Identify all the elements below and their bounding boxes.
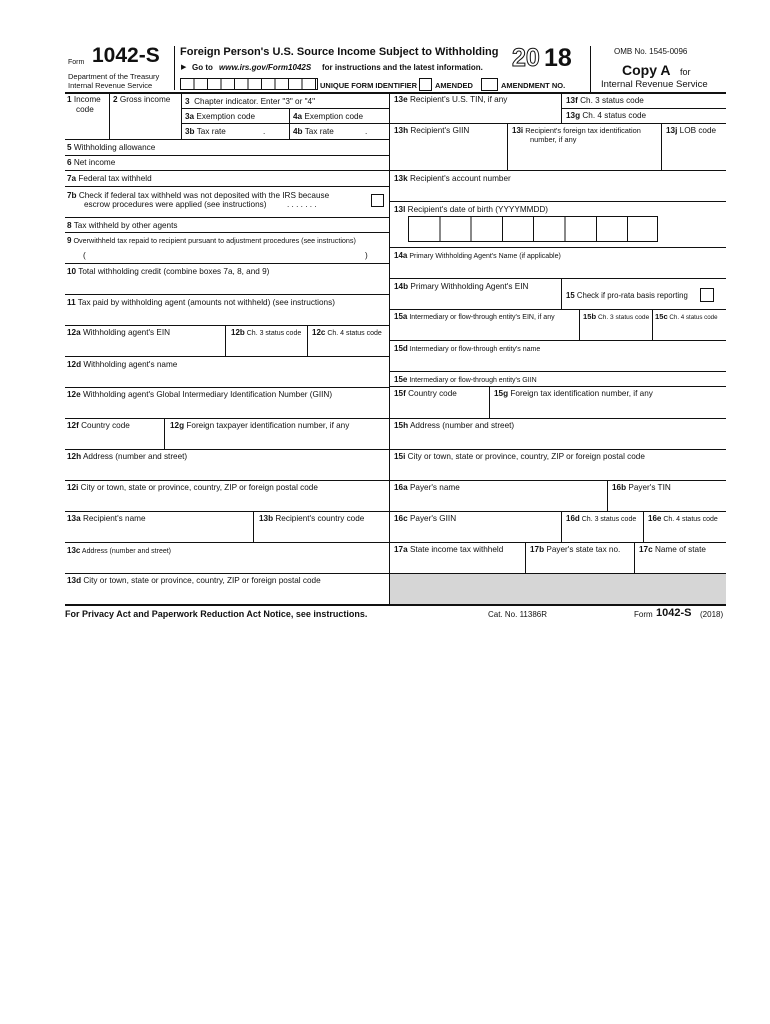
year-outline: 20 <box>512 44 540 72</box>
box11-label: 11 Tax paid by withholding agent (amounts not withheld) (see instructions) <box>67 298 335 307</box>
box13a-label: 13a Recipient's name <box>67 514 146 523</box>
box9-label: 9 Overwithheld tax repaid to recipient pursuant to adjustment procedures (see instructions) <box>67 236 356 245</box>
box13k-label: 13k Recipient's account number <box>394 174 511 183</box>
box13g-label: 13g Ch. 4 status code <box>566 111 647 120</box>
box15-label: 15 Check if pro-rata basis reporting <box>566 291 688 300</box>
box4b-label: 4b Tax rate <box>293 127 334 136</box>
amendment-no-box[interactable] <box>481 78 498 91</box>
amendment-no-label: AMENDMENT NO. <box>501 81 566 90</box>
box5-label: 5 Withholding allowance <box>67 143 156 152</box>
box12e-label: 12e Withholding agent's Global Intermediary Identification Number (GIIN) <box>67 390 333 399</box>
box15h-label: 15h Address (number and street) <box>394 421 515 430</box>
copy-for-irs: Internal Revenue Service <box>601 79 708 90</box>
catalog-number: Cat. No. 11386R <box>488 610 547 619</box>
box17b-label: 17b Payer's state tax no. <box>530 545 621 554</box>
box7a-label: 7a Federal tax withheld <box>67 174 152 183</box>
box7b-checkbox[interactable] <box>371 194 384 207</box>
box12c-label: 12c Ch. 4 status code <box>312 328 382 337</box>
box3b-dot: . <box>263 127 266 136</box>
box14a-label: 14a Primary Withholding Agent's Name (if applicable) <box>394 251 561 260</box>
box4a-label: 4a Exemption code <box>293 112 364 121</box>
box1-label: 1 Income <box>67 95 101 104</box>
box7b-label-line2: escrow procedures were applied (see instructions) <box>84 200 267 209</box>
box13e-label: 13e Recipient's U.S. TIN, if any <box>394 95 508 104</box>
form-number: 1042-S <box>92 44 160 67</box>
box8-label: 8 Tax withheld by other agents <box>67 221 178 230</box>
dept-irs: Internal Revenue Service <box>68 81 153 90</box>
box16a-label: 16a Payer's name <box>394 483 460 492</box>
box4b-dot: . <box>365 127 368 136</box>
goto-url[interactable]: www.irs.gov/Form1042S <box>219 63 312 72</box>
box16d-label: 16d Ch. 3 status code <box>566 514 637 523</box>
box12f-label: 12f Country code <box>67 421 130 430</box>
box3a-label: 3a Exemption code <box>185 112 256 121</box>
box16e-label: 16e Ch. 4 status code <box>648 514 718 523</box>
box16b-label: 16b Payer's TIN <box>612 483 671 492</box>
shaded-unused-area <box>390 574 726 604</box>
box13i-label: 13i Recipient's foreign tax identification <box>512 126 641 135</box>
goto-arrow: ▶ <box>181 64 187 71</box>
box14b-label: 14b Primary Withholding Agent's EIN <box>394 282 529 291</box>
unique-form-identifier-boxes[interactable] <box>180 78 318 90</box>
box13j-label: 13j LOB code <box>666 126 717 135</box>
footer-year: (2018) <box>700 610 724 619</box>
year-bold: 18 <box>544 44 572 72</box>
box12h-label: 12h Address (number and street) <box>67 452 188 461</box>
copy-a: Copy A <box>622 62 671 78</box>
form-title: Foreign Person's U.S. Source Income Subject to Withholding <box>180 46 499 58</box>
box17a-label: 17a State income tax withheld <box>394 545 504 554</box>
box12b-label: 12b Ch. 3 status code <box>231 328 302 337</box>
footer-form-number: 1042-S <box>656 607 692 619</box>
box12a-label: 12a Withholding agent's EIN <box>67 328 171 337</box>
goto-suffix: for instructions and the latest information. <box>322 63 483 72</box>
box3-label: 3 Chapter indicator. Enter "3" or "4" <box>185 97 315 106</box>
box15a-label: 15a Intermediary or flow-through entity's EIN, if any <box>394 312 555 321</box>
box7b-dots: . . . . . . . <box>287 200 317 209</box>
dept-treasury: Department of the Treasury <box>68 72 160 81</box>
box15g-label: 15g Foreign tax identification number, if any <box>494 389 653 398</box>
unique-form-identifier-label: UNIQUE FORM IDENTIFIER <box>320 81 418 90</box>
box15d-label: 15d Intermediary or flow-through entity's name <box>394 344 541 353</box>
privacy-notice: For Privacy Act and Paperwork Reduction Act Notice, see instructions. <box>65 609 368 619</box>
box12i-label: 12i City or town, state or province, country, ZIP or foreign postal code <box>67 483 318 492</box>
box9-paren-open: ( <box>83 251 86 260</box>
form-word: Form <box>68 59 85 66</box>
box1-sub: code <box>76 105 94 114</box>
amended-checkbox[interactable] <box>419 78 432 91</box>
box3b-label: 3b Tax rate <box>185 127 226 136</box>
box13h-label: 13h Recipient's GIIN <box>394 126 470 135</box>
box15-checkbox[interactable] <box>700 288 714 302</box>
goto-prefix: Go to <box>192 63 213 72</box>
box6-label: 6 Net income <box>67 158 116 167</box>
box12d-label: 12d Withholding agent's name <box>67 360 178 369</box>
box16c-label: 16c Payer's GIIN <box>394 514 457 523</box>
date-of-birth-boxes[interactable] <box>408 216 658 242</box>
box13b-label: 13b Recipient's country code <box>259 514 365 523</box>
box17c-label: 17c Name of state <box>639 545 706 554</box>
box13l-label: 13l Recipient's date of birth (YYYYMMDD) <box>394 205 549 214</box>
box9-paren-close: ) <box>365 251 368 260</box>
box15f-label: 15f Country code <box>394 389 457 398</box>
box7b-label: 7b Check if federal tax withheld was not deposited with the IRS because <box>67 191 330 200</box>
footer-form-word: Form <box>634 610 653 619</box>
box13d-label: 13d City or town, state or province, country, ZIP or foreign postal code <box>67 576 321 585</box>
amended-label: AMENDED <box>435 81 473 90</box>
box13c-label: 13c Address (number and street) <box>67 546 172 555</box>
box10-label: 10 Total withholding credit (combine boxes 7a, 8, and 9) <box>67 267 270 276</box>
box15b-label: 15b Ch. 3 status code <box>583 312 650 321</box>
box15i-label: 15i City or town, state or province, country, ZIP or foreign postal code <box>394 452 645 461</box>
box13f-label: 13f Ch. 3 status code <box>566 96 644 105</box>
copy-for: for <box>680 67 691 77</box>
box12g-label: 12g Foreign taxpayer identification number, if any <box>170 421 350 430</box>
omb-number: OMB No. 1545-0096 <box>614 47 688 56</box>
box13i-label-line2: number, if any <box>530 135 577 144</box>
box15e-label: 15e Intermediary or flow-through entity's GIIN <box>394 375 537 384</box>
box15c-label: 15c Ch. 4 status code <box>655 312 718 321</box>
box2-label: 2 Gross income <box>113 95 171 104</box>
